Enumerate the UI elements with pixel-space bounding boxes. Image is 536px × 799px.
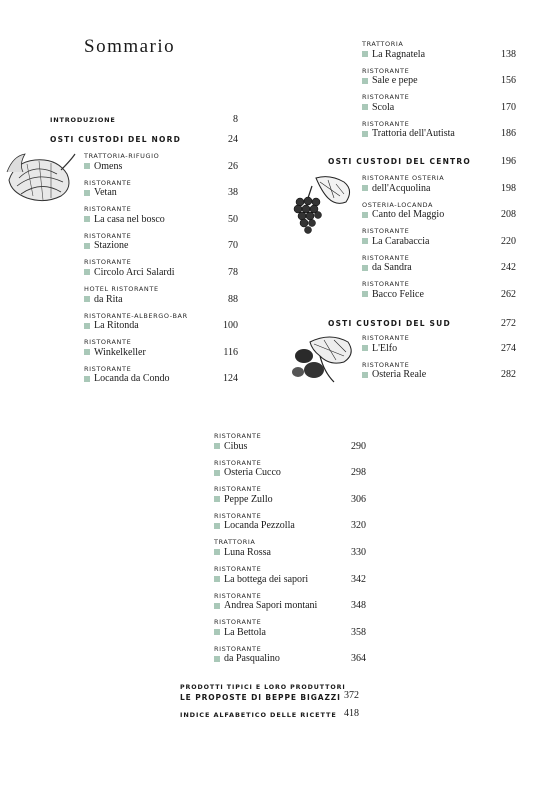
entry-name: La bottega dei sapori: [224, 573, 309, 585]
toc-entry[interactable]: [84, 312, 238, 332]
bullet-square-icon: [214, 496, 220, 502]
toc-entry[interactable]: [84, 205, 238, 225]
entry-name: Canto del Maggio: [372, 209, 445, 220]
entry-category: RISTORANTE: [84, 258, 132, 267]
toc-entry[interactable]: [362, 201, 516, 221]
entry-name: Trattoria dell'Autista: [372, 128, 455, 139]
entry-name: Cibus: [224, 440, 248, 452]
bullet-square-icon: [362, 372, 368, 378]
entry-page: 242: [501, 262, 516, 273]
bullet-square-icon: [84, 163, 90, 169]
entry-page: 306: [351, 493, 366, 505]
entry-name: La Ragnatela: [372, 48, 426, 60]
entry-category: RISTORANTE: [84, 178, 132, 187]
entry-page: 358: [351, 626, 366, 638]
section-nord-page: 24: [228, 134, 238, 145]
toc-entry[interactable]: [214, 538, 366, 558]
bullet-square-icon: [214, 549, 220, 555]
toc-entry[interactable]: [362, 361, 516, 381]
grapes-illustration: [288, 176, 354, 238]
entry-name: Locanda Pezzolla: [224, 520, 295, 532]
entry-name: L'Elfo: [372, 342, 398, 354]
entry-page: 138: [501, 48, 516, 60]
section-centro[interactable]: [328, 156, 516, 167]
entry-name: La casa nel bosco: [94, 213, 165, 225]
bullet-square-icon: [84, 376, 90, 382]
toc-entry[interactable]: [362, 334, 516, 354]
entry-name: da Pasqualino: [224, 653, 280, 665]
toc-entry[interactable]: [362, 174, 516, 194]
entry-name: Vetan: [94, 187, 117, 199]
toc-entry[interactable]: [214, 592, 366, 612]
indice-label[interactable]: INDICE ALFABETICO DELLE RICETTE: [180, 711, 337, 719]
entry-category: RISTORANTE: [362, 253, 410, 262]
bullet-square-icon: [362, 131, 368, 137]
entry-category: TRATTORIA-RIFUGIO: [84, 152, 160, 160]
entry-category: RISTORANTE: [362, 360, 410, 369]
bullet-square-icon: [84, 296, 90, 302]
entry-page: 50: [228, 213, 238, 225]
bullet-square-icon: [84, 323, 90, 329]
bullet-square-icon: [362, 51, 368, 57]
entry-page: 298: [351, 467, 366, 479]
figs-illustration: [290, 332, 356, 384]
section-centro-label: OSTI CUSTODI DEL CENTRO: [328, 157, 471, 166]
entry-category: HOTEL RISTORANTE: [84, 285, 159, 293]
entry-name: La Bettola: [224, 626, 266, 638]
entry-category: RISTORANTE: [84, 338, 132, 347]
entry-category: RISTORANTE: [214, 644, 262, 653]
entry-page: 342: [351, 573, 366, 585]
entry-page: 78: [228, 266, 238, 278]
toc-entry[interactable]: [214, 512, 366, 532]
prodotti-line2[interactable]: LE PROPOSTE DI BEPPE BIGAZZI: [180, 693, 341, 702]
indice-page: 418: [344, 708, 359, 719]
entry-page: 124: [223, 373, 238, 385]
toc-entry[interactable]: [84, 258, 238, 278]
entry-page: 320: [351, 520, 366, 532]
entry-page: 330: [351, 546, 366, 558]
toc-entry[interactable]: [214, 432, 366, 452]
toc-entry[interactable]: [214, 459, 366, 479]
entry-category: TRATTORIA: [362, 40, 404, 48]
entry-page: 88: [228, 293, 238, 305]
entry-page: 116: [223, 346, 238, 358]
bullet-square-icon: [362, 291, 368, 297]
bullet-square-icon: [362, 104, 368, 110]
entry-category: RISTORANTE: [362, 280, 410, 288]
entry-name: Peppe Zullo: [224, 493, 273, 505]
entry-category: RISTORANTE: [84, 205, 132, 214]
entry-name: Stazione: [94, 240, 129, 252]
entry-category: RISTORANTE: [362, 119, 410, 128]
bullet-square-icon: [84, 269, 90, 275]
entry-name: Osteria Cucco: [224, 467, 281, 479]
entry-category: RISTORANTE: [84, 231, 132, 240]
section-nord[interactable]: [50, 134, 238, 145]
bullet-square-icon: [362, 78, 368, 84]
toc-entry[interactable]: [362, 93, 516, 113]
bullet-square-icon: [362, 185, 368, 191]
toc-entry[interactable]: [214, 565, 366, 585]
toc-entry[interactable]: [362, 227, 516, 247]
entry-name: La Carabaccia: [372, 235, 430, 247]
entry-name: Winkelkeller: [94, 346, 146, 358]
bullet-square-icon: [84, 216, 90, 222]
bullet-square-icon: [362, 345, 368, 351]
section-sud-page: 272: [501, 318, 516, 329]
bullet-square-icon: [214, 523, 220, 529]
bullet-square-icon: [214, 576, 220, 582]
prodotti-page: 372: [344, 690, 359, 701]
entry-category: RISTORANTE: [214, 618, 262, 627]
entry-name: Osteria Reale: [372, 369, 427, 380]
toc-entry[interactable]: [362, 280, 516, 300]
entry-page: 186: [501, 128, 516, 139]
entry-name: Luna Rossa: [224, 546, 271, 558]
bullet-square-icon: [214, 656, 220, 662]
intro-row[interactable]: [50, 114, 238, 125]
entry-page: 282: [501, 369, 516, 380]
entry-page: 156: [501, 75, 516, 86]
entry-page: 26: [228, 160, 238, 172]
toc-entry[interactable]: [214, 485, 366, 505]
entry-page: 290: [351, 440, 366, 452]
bullet-square-icon: [362, 265, 368, 271]
section-centro-page: 196: [501, 156, 516, 167]
bullet-square-icon: [214, 629, 220, 635]
toc-entry[interactable]: [84, 338, 238, 358]
entry-page: 208: [501, 209, 516, 220]
entry-category: TRATTORIA: [214, 538, 256, 547]
entry-name: La Ritonda: [94, 320, 139, 332]
entry-page: 198: [501, 182, 516, 194]
section-sud[interactable]: [328, 318, 516, 329]
entry-name: Scola: [372, 101, 395, 113]
bullet-square-icon: [214, 443, 220, 449]
entry-name: Andrea Sapori montani: [224, 600, 318, 612]
entry-name: Omens: [94, 160, 123, 172]
bullet-square-icon: [214, 470, 220, 476]
bullet-square-icon: [84, 349, 90, 355]
section-nord-label: OSTI CUSTODI DEL NORD: [50, 135, 182, 144]
intro-page: 8: [233, 114, 238, 125]
entry-page: 262: [501, 288, 516, 300]
entry-category: RISTORANTE: [362, 334, 410, 342]
entry-name: Sale e pepe: [372, 75, 418, 86]
entry-page: 100: [223, 320, 238, 332]
bullet-square-icon: [214, 603, 220, 609]
toc-entry[interactable]: [84, 285, 238, 305]
entry-name: Locanda da Condo: [94, 373, 170, 385]
entry-name: Bacco Felice: [372, 288, 424, 300]
entry-name: dell'Acquolina: [372, 182, 431, 194]
entry-page: 220: [501, 235, 516, 247]
entry-name: da Sandra: [372, 262, 412, 273]
entry-page: 170: [501, 101, 516, 113]
entry-category: RISTORANTE-ALBERGO-BAR: [84, 311, 188, 320]
entry-category: RISTORANTE: [214, 485, 262, 494]
entry-page: 38: [228, 187, 238, 199]
toc-entry[interactable]: [362, 67, 516, 87]
bullet-square-icon: [362, 212, 368, 218]
entry-category: RISTORANTE: [214, 565, 262, 573]
toc-entry[interactable]: [362, 40, 516, 60]
toc-entry[interactable]: [214, 645, 366, 665]
entry-page: 70: [228, 240, 238, 252]
entry-category: RISTORANTE OSTERIA: [362, 174, 445, 182]
intro-label: INTRODUZIONE: [50, 115, 116, 124]
entry-category: RISTORANTE: [214, 458, 262, 467]
bullet-square-icon: [362, 238, 368, 244]
entry-category: RISTORANTE: [214, 511, 262, 520]
prodotti-line1: PRODOTTI TIPICI E LORO PRODUTTORI: [180, 684, 346, 691]
toc-entry[interactable]: [84, 365, 238, 385]
bullet-square-icon: [84, 243, 90, 249]
artichoke-illustration: [5, 150, 77, 205]
entry-page: 274: [501, 342, 516, 354]
toc-entry[interactable]: [84, 179, 238, 199]
section-sud-label: OSTI CUSTODI DEL SUD: [328, 319, 451, 328]
entry-category: RISTORANTE: [362, 93, 410, 101]
toc-entry[interactable]: [362, 254, 516, 274]
toc-entry[interactable]: [362, 120, 516, 140]
bullet-square-icon: [84, 190, 90, 196]
entry-category: RISTORANTE: [362, 227, 410, 235]
entry-category: RISTORANTE: [214, 432, 262, 440]
toc-entry[interactable]: [84, 232, 238, 252]
entry-category: RISTORANTE: [84, 364, 132, 373]
page-title: Sommario: [84, 36, 176, 57]
entry-page: 348: [351, 600, 366, 612]
entry-category: OSTERIA-LOCANDA: [362, 200, 434, 209]
entry-name: Circolo Arci Salardi: [94, 266, 175, 278]
entry-page: 364: [351, 653, 366, 665]
entry-name: da Rita: [94, 293, 123, 305]
toc-entry[interactable]: [214, 618, 366, 638]
entry-category: RISTORANTE: [362, 66, 410, 75]
toc-entry[interactable]: [84, 152, 238, 172]
entry-category: RISTORANTE: [214, 591, 262, 600]
